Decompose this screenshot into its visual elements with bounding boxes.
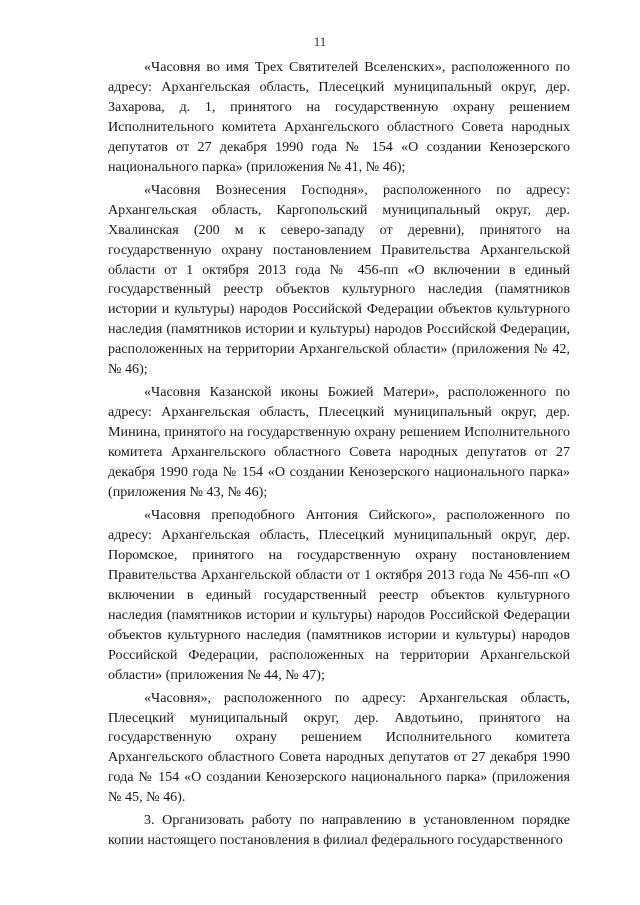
- page-number: 11: [313, 34, 327, 49]
- paragraph-item-3: 3. Организовать работу по направлению в установленном порядке копии настоящего постановления в филиал федерального государственного: [108, 812, 570, 849]
- paragraph-chapel-anthony-siysky: «Часовня преподобного Антония Сийского», расположенного по адресу: Архангельская область, Плесецкий муниципальный округ, дер. Поромское, принятого на государственную охрану постановлением Правительства Архангельской области от 1 октября 2013 года № 456-пп «О включении в единый государственный реестр объектов культурного наследия (памятников истории и культуры) народов Российской Федерации объектов культурного наследия (памятников истории и культуры) народов Российской Федерации, расположенных на территории Архангельской области» (приложения № 44, № 47);: [108, 506, 570, 683]
- document-body: [108, 58, 570, 854]
- paragraph-chapel-kazan-icon: «Часовня Казанской иконы Божией Матери», расположенного по адресу: Архангельская область, Плесецкий муниципальный округ, дер. Минина, принятого на государственную охрану решением Исполнительного комитета Архангельского областного Совета народных депутатов от 27 декабря 1990 года № 154 «О создании Кенозерского национального парка» (приложения № 43, № 46);: [108, 384, 570, 501]
- paragraph-chapel-ascension: «Часовня Вознесения Господня», расположенного по адресу: Архангельская область, Каргопольский муниципальный округ, дер. Хвалинская (200 м к северо-западу от деревни), принятого на государственную охрану постановлением Правительства Архангельской области от 1 октября 2013 года № 456-пп «О включении в единый государственный реестр объектов культурного наследия (памятников истории и культуры) народов Российской Федерации объектов культурного наследия (памятников истории и культуры) народов Российской Федерации, расположенных на территории Архангельской области» (приложения № 42, № 46);: [108, 181, 570, 378]
- paragraph-chapel-three-saints: «Часовня во имя Трех Святителей Вселенских», расположенного по адресу: Архангельская область, Плесецкий муниципальный округ, дер. Захарова, д. 1, принятого на государственную охрану решением Исполнительного комитета Архангельского областного Совета народных депутатов от 27 декабря 1990 года № 154 «О создании Кенозерского национального парка» (приложения № 41, № 46);: [108, 59, 570, 175]
- paragraph-chapel-avdotyino: «Часовня», расположенного по адресу: Архангельская область, Плесецкий муниципальный округ, дер. Авдотьино, принятого на государственную охрану решением Исполнительного комитета Архангельского областного Совета народных депутатов от 27 декабря 1990 года № 154 «О создании Кенозерского национального парка» (приложения № 45, № 46).: [108, 689, 570, 806]
